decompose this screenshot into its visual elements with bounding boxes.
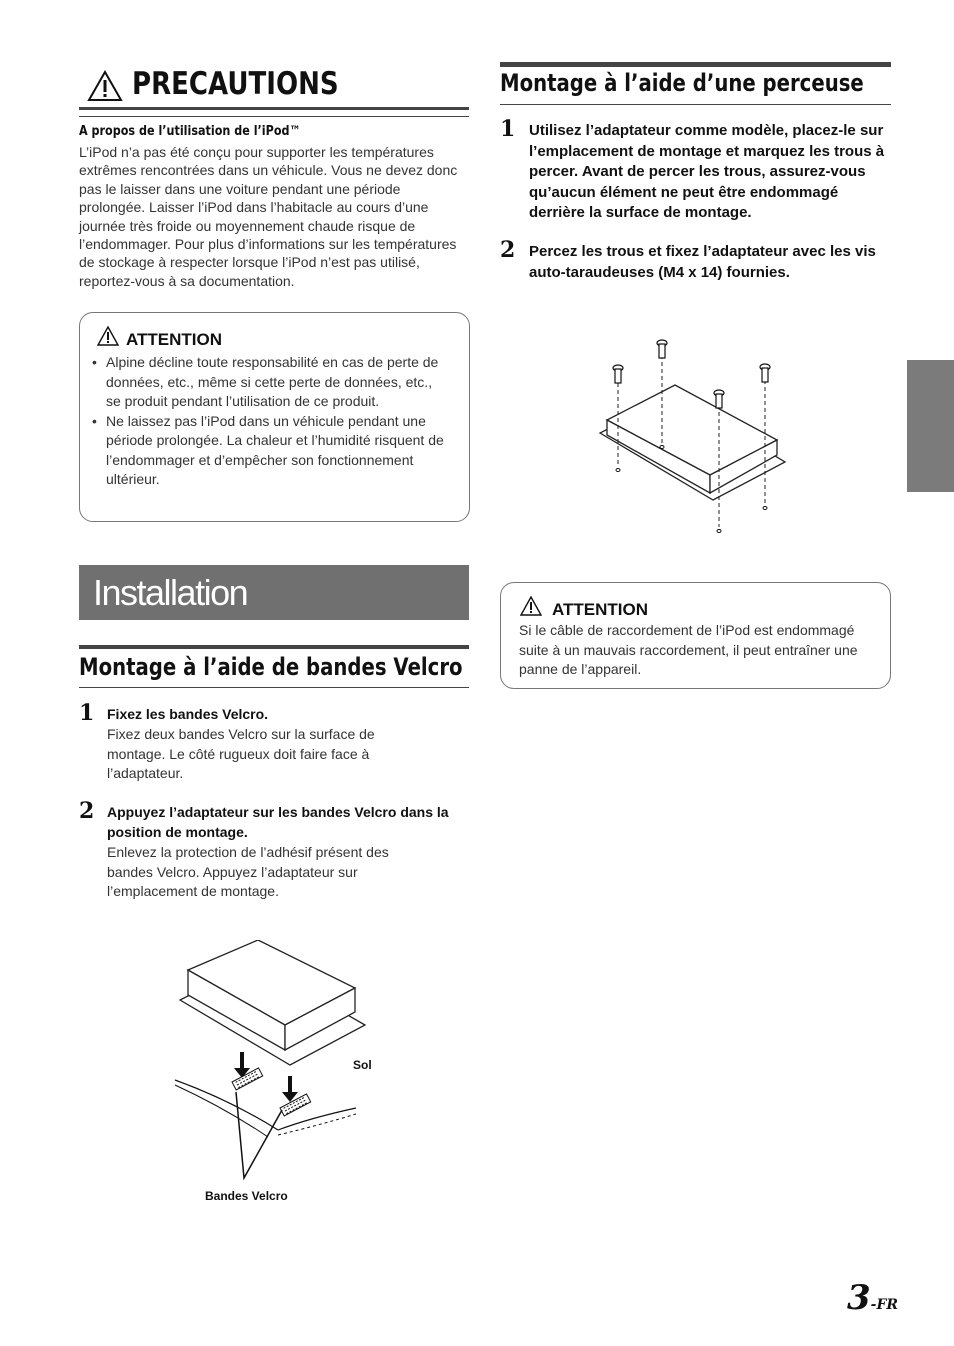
callout-lines	[230, 1090, 290, 1185]
installation-title: Installation	[93, 572, 248, 613]
page-number	[847, 1278, 898, 1318]
label-velcro-strips: Bandes Velcro	[205, 1189, 288, 1203]
drill-illustration	[595, 335, 795, 540]
step-number: 1	[500, 116, 516, 142]
drill-rule-top	[500, 62, 891, 67]
step-heading: Fixez les bandes Velcro.	[107, 706, 269, 722]
step-body: Fixez deux bandes Velcro sur la surface de montage. Le côté rugueux doit faire face à l’adaptateur.	[107, 726, 375, 781]
attention-title-2: ATTENTION	[552, 600, 649, 619]
installation-banner	[79, 565, 469, 620]
step-text: Percez les trous et fixez l’adaptateur avec les vis auto-taraudeuses (M4 x 14) fournies.	[529, 243, 876, 281]
page-number-digit: 3	[847, 1278, 871, 1318]
drill-rule-bottom	[500, 104, 891, 105]
attention-title-1: ATTENTION	[126, 330, 223, 349]
warning-icon	[87, 70, 123, 102]
section-tab	[907, 360, 954, 492]
precautions-title: PRECAUTIONS	[132, 66, 339, 102]
precautions-rule-thin	[79, 116, 469, 117]
step-body: Enlevez la protection de l’adhésif présent des bandes Velcro. Appuyez l’adaptateur sur l’emplacement de montage.	[107, 844, 389, 899]
precautions-paragraph: L’iPod n’a pas été conçu pour supporter les températures extrêmes rencontrées dans un véhicule. Vous ne devez donc pas le laisser dans une voiture pendant une période prolongée. Laisser l’iPod dans l’habitacle au cours d’une journée très froide ou moyennement chaude risque de l’endommager. Pour plus d’informations sur les températures de stockage à respecter lorsque l’iPod n’est pas utilisé, reportez-vous à sa documentation.	[79, 144, 458, 289]
attention-text-2: Si le câble de raccordement de l’iPod est endommagé suite à un mauvais raccordement, il peut entraîner une panne de l’appareil.	[519, 622, 858, 677]
velcro-title: Montage à l’aide de bandes Velcro	[79, 653, 463, 681]
warning-icon	[97, 326, 119, 346]
precautions-subtitle: A propos de l’utilisation de l’iPod™	[79, 124, 301, 139]
velcro-rule-bottom	[79, 687, 469, 688]
step-heading: Appuyez l’adaptateur sur les bandes Velcro dans la position de montage.	[107, 804, 449, 840]
velcro-rule-top	[79, 645, 469, 649]
attention-item: • Alpine décline toute responsabilité en cas de perte de données, etc., même si cette perte de données, etc., se produit pendant l’utilisation de ce produit.	[92, 353, 448, 412]
attention-item: • Ne laissez pas l’iPod dans un véhicule pendant une période prolongée. La chaleur et l’humidité risquent de l’endommager et d’empêcher son fonctionnement ultérieur.	[92, 412, 448, 490]
attention-list-1	[92, 353, 448, 490]
drill-title: Montage à l’aide d’une perceuse	[500, 69, 864, 97]
step-number: 1	[79, 700, 95, 726]
step-number: 2	[500, 237, 516, 263]
step-text: Utilisez l’adaptateur comme modèle, placez-le sur l’emplacement de montage et marquez les trous à percer. Avant de percer les trous, assurez-vous qu’aucun élément ne peut être endommagé derrière la surface de montage.	[529, 122, 885, 221]
label-floor: Sol	[353, 1058, 372, 1072]
page-number-suffix: -FR	[870, 1297, 899, 1313]
precautions-rule	[79, 107, 469, 110]
step-number: 2	[79, 798, 95, 824]
warning-icon	[520, 596, 542, 616]
